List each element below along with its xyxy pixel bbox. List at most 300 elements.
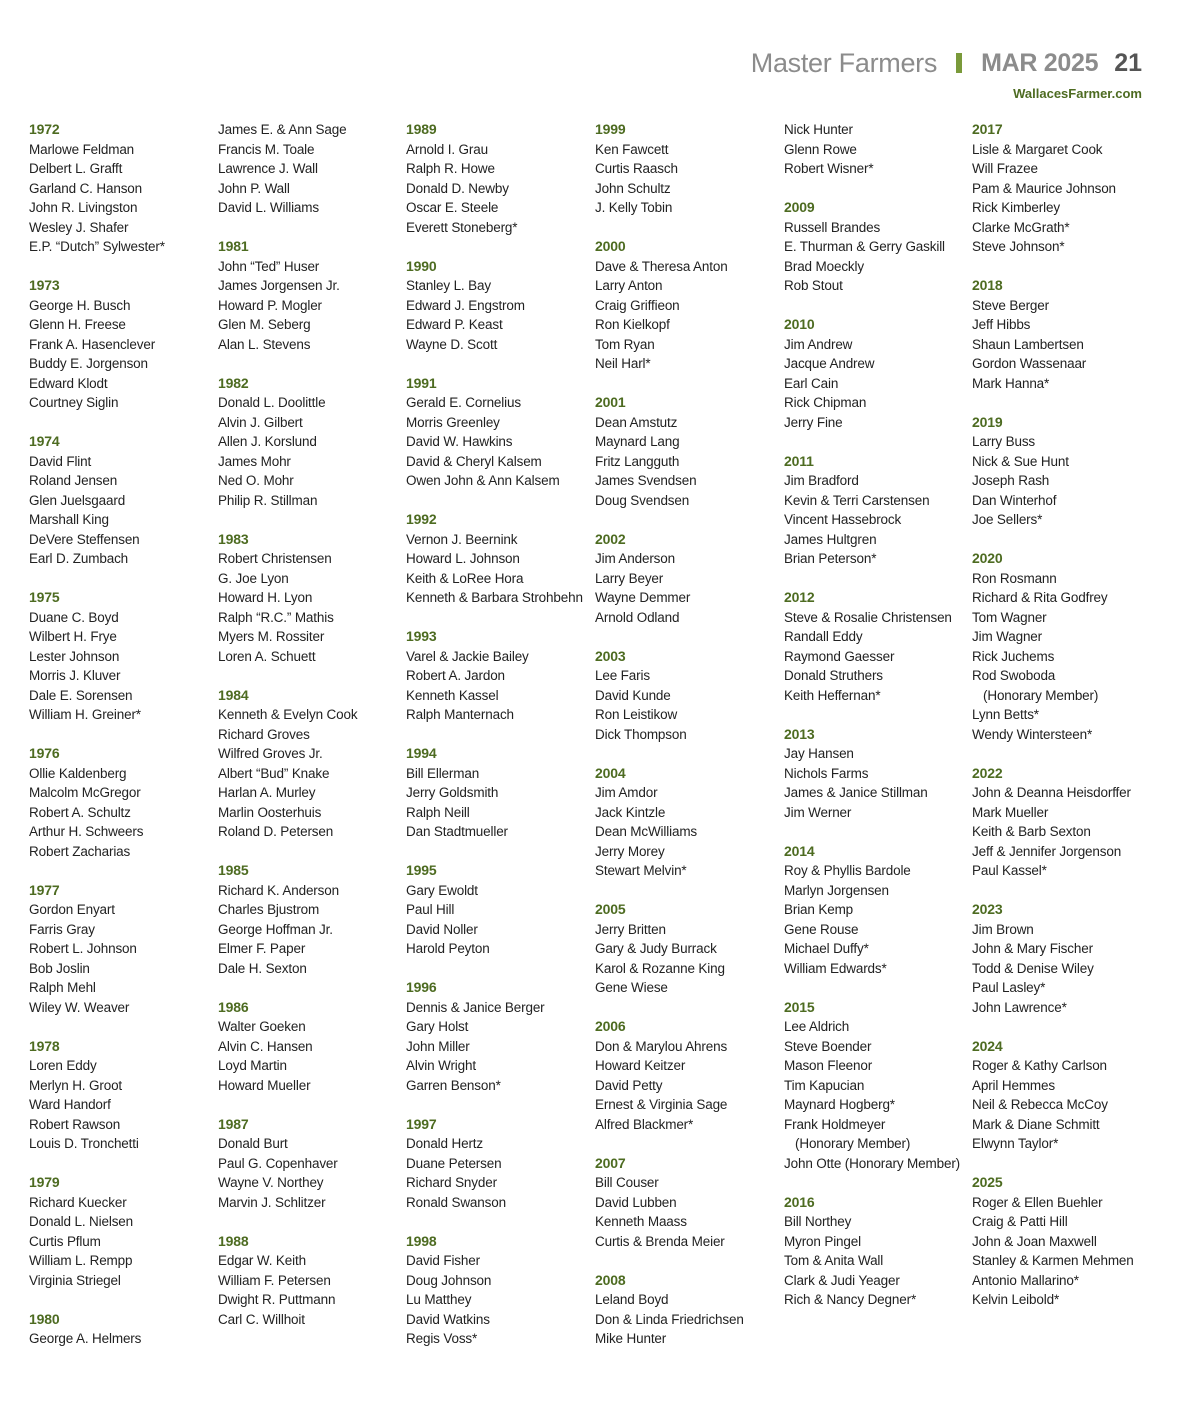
honoree-name: Nick & Sue Hunt <box>972 453 1069 469</box>
year-heading: 1981 <box>218 238 249 254</box>
section-spacer <box>29 725 214 745</box>
honoree-name: Buddy E. Jorgenson <box>29 356 148 371</box>
year-heading: 1974 <box>29 433 60 449</box>
honoree-name: Howard L. Johnson <box>406 551 520 566</box>
honoree-name: Earl D. Zumbach <box>29 551 129 566</box>
honoree-name: Paul Kassel* <box>972 863 1047 878</box>
column-1 <box>29 120 214 1349</box>
honoree-name: Wendy Wintersteen* <box>972 726 1093 742</box>
honoree-name: Edward P. Keast <box>406 317 503 332</box>
honoree-name: Everett Stoneberg* <box>406 219 518 235</box>
honoree-name: Lynn Betts* <box>972 707 1039 722</box>
honoree-name: Dale H. Sexton <box>218 960 307 976</box>
year-heading: 1980 <box>29 1310 60 1327</box>
honoree-name: Rick Juchems <box>972 648 1055 664</box>
page-header <box>751 44 1142 101</box>
honoree-name: Maynard Hogberg* <box>784 1097 895 1112</box>
honoree-name: Dick Thompson <box>595 726 687 742</box>
honoree-name: John Miller <box>406 1038 470 1054</box>
honoree-name: Courtney Siglin <box>29 395 119 410</box>
honoree-name: Jim Anderson <box>595 551 675 566</box>
honoree-name: Harold Peyton <box>406 941 490 956</box>
honoree-name: Gary Holst <box>406 1019 469 1034</box>
honoree-name: David W. Hawkins <box>406 434 513 449</box>
honoree-name: Dave & Theresa Anton <box>595 258 728 274</box>
honoree-name: Frank A. Hasenclever <box>29 336 156 352</box>
honoree-name: John Otte (Honorary Member) <box>784 1155 961 1171</box>
honoree-name: Kelvin Leibold* <box>972 1292 1060 1307</box>
section-spacer <box>595 744 780 764</box>
honoree-name: Nichols Farms <box>784 765 869 781</box>
honoree-name: Allen J. Korslund <box>218 434 317 449</box>
year-heading: 2009 <box>784 199 815 215</box>
honoree-name: Brian Peterson* <box>784 551 877 566</box>
honoree-name: Morris Greenley <box>406 414 500 430</box>
honoree-name: George H. Busch <box>29 297 131 313</box>
honoree-name: Robert A. Jardon <box>406 668 505 683</box>
honoree-name: Robert Zacharias <box>29 843 131 859</box>
master-farmers-list <box>29 120 1179 1380</box>
honoree-name: Larry Buss <box>972 434 1036 449</box>
honoree-name: Lee Aldrich <box>784 1019 850 1034</box>
honoree-name: Loyd Martin <box>218 1058 287 1073</box>
honoree-name: Paul G. Copenhaver <box>218 1155 338 1171</box>
year-heading: 2002 <box>595 530 626 547</box>
honoree-name: Joseph Rash <box>972 473 1050 488</box>
honoree-name: Robert Christensen <box>218 551 332 566</box>
honoree-name: Howard P. Mogler <box>218 297 322 313</box>
honoree-name: Larry Beyer <box>595 570 664 586</box>
honoree-name: Marlin Oosterhuis <box>218 804 322 820</box>
honoree-name: Jim Amdor <box>595 785 658 800</box>
honoree-name: Regis Voss* <box>406 1331 478 1346</box>
honoree-name: Virginia Striegel <box>29 1272 121 1288</box>
honoree-name: Robert L. Johnson <box>29 941 137 956</box>
honoree-name: Ralph Mehl <box>29 980 96 995</box>
honoree-name: Jerry Goldsmith <box>406 785 499 800</box>
honoree-name: Todd & Denise Wiley <box>972 960 1094 976</box>
year-heading: 2001 <box>595 394 626 410</box>
honoree-name: Duane Petersen <box>406 1155 502 1171</box>
year-heading: 1978 <box>29 1037 60 1054</box>
year-heading: 2022 <box>972 764 1003 781</box>
honoree-name: Howard Keitzer <box>595 1058 686 1073</box>
year-heading: 1972 <box>29 121 60 137</box>
honoree-name: James Hultgren <box>784 531 877 547</box>
honoree-name: E.P. “Dutch” Sylwester* <box>29 239 165 254</box>
honoree-name: Wayne D. Scott <box>406 336 498 352</box>
section-spacer <box>595 1251 780 1271</box>
honoree-name: David Kunde <box>595 687 671 703</box>
section-spacer <box>784 705 969 725</box>
section-spacer <box>29 257 214 277</box>
honoree-name: Malcolm McGregor <box>29 785 141 800</box>
honoree-name: Roger & Ellen Buehler <box>972 1194 1103 1210</box>
honoree-name: Alvin Wright <box>406 1058 476 1073</box>
honoree-name: Glenn H. Freese <box>29 317 126 332</box>
honoree-name: Antonio Mallarino* <box>972 1272 1079 1288</box>
year-heading: 2018 <box>972 277 1003 293</box>
honoree-name: Wayne Demmer <box>595 590 691 605</box>
honoree-name: Ralph Neill <box>406 804 470 820</box>
honoree-name: Philip R. Stillman <box>218 492 318 508</box>
honoree-name: Don & Linda Friedrichsen <box>595 1311 744 1327</box>
honoree-name: Jim Bradford <box>784 473 859 488</box>
honoree-name: Shaun Lambertsen <box>972 336 1084 352</box>
honoree-name: Ron Leistikow <box>595 707 678 722</box>
honoree-name: Ward Handorf <box>29 1097 111 1112</box>
honoree-name: Owen John & Ann Kalsem <box>406 473 560 488</box>
honoree-name: Karol & Rozanne King <box>595 960 725 976</box>
honoree-name: Ollie Kaldenberg <box>29 765 127 781</box>
year-heading: 2011 <box>784 452 814 469</box>
honoree-name: Dwight R. Puttmann <box>218 1292 336 1307</box>
honoree-name: Marshall King <box>29 512 109 527</box>
honoree-name: Lester Johnson <box>29 648 120 664</box>
year-heading: 1998 <box>406 1232 437 1249</box>
honoree-name: Garren Benson* <box>406 1077 501 1093</box>
honoree-name: Jerry Britten <box>595 921 666 937</box>
honoree-name: Michael Duffy* <box>784 941 869 956</box>
honoree-name: Jeff & Jennifer Jorgenson <box>972 843 1122 859</box>
section-spacer <box>29 1290 214 1310</box>
honoree-name: Lawrence J. Wall <box>218 161 318 176</box>
honoree-name: Gordon Wassenaar <box>972 356 1087 371</box>
year-heading: 2007 <box>595 1154 626 1171</box>
honoree-name: James Svendsen <box>595 473 697 488</box>
honoree-name: Jim Werner <box>784 804 852 820</box>
honoree-name: Craig & Patti Hill <box>972 1214 1068 1229</box>
section-spacer <box>972 257 1157 277</box>
honoree-name: Harlan A. Murley <box>218 785 316 800</box>
honoree-name: Charles Bjustrom <box>218 902 320 917</box>
section-spacer <box>784 1173 969 1193</box>
honoree-name: Elwynn Taylor* <box>972 1136 1059 1151</box>
section-spacer <box>972 1154 1157 1174</box>
honoree-name: Leland Boyd <box>595 1292 669 1307</box>
honoree-name: Kenneth Maass <box>595 1214 687 1229</box>
year-heading: 2017 <box>972 121 1003 137</box>
honoree-name: Wayne V. Northey <box>218 1175 324 1190</box>
year-heading: 2016 <box>784 1193 815 1210</box>
honoree-name: Marlowe Feldman <box>29 141 135 157</box>
honoree-name: David Petty <box>595 1077 663 1093</box>
honoree-name: Ron Rosmann <box>972 570 1057 586</box>
honoree-name: Lee Faris <box>595 668 650 683</box>
honoree-name: Vernon J. Beernink <box>406 531 518 547</box>
honoree-name: Ralph “R.C.” Mathis <box>218 609 334 625</box>
honoree-name: Roland Jensen <box>29 473 118 488</box>
honoree-name: John Lawrence* <box>972 999 1067 1015</box>
honoree-name: Garland C. Hanson <box>29 180 143 196</box>
year-heading: 1994 <box>406 745 437 761</box>
section-spacer <box>218 978 403 998</box>
honoree-name: Walter Goeken <box>218 1019 306 1034</box>
honoree-name: Clarke McGrath* <box>972 219 1070 235</box>
honoree-name: James Mohr <box>218 453 291 469</box>
honoree-name: DeVere Steffensen <box>29 531 140 547</box>
year-heading: 1999 <box>595 121 626 137</box>
honoree-name: John P. Wall <box>218 180 290 196</box>
honoree-name: Ralph Manternach <box>406 707 514 722</box>
section-spacer <box>595 998 780 1018</box>
honoree-name: Richard K. Anderson <box>218 882 339 898</box>
year-heading: 1995 <box>406 862 437 878</box>
honoree-name: Kenneth & Evelyn Cook <box>218 707 358 722</box>
section-spacer <box>218 1095 403 1115</box>
section-spacer <box>218 666 403 686</box>
honoree-name: Gordon Enyart <box>29 902 115 917</box>
honoree-name: Jeff Hibbs <box>972 317 1031 332</box>
honoree-name: Bob Joslin <box>29 960 90 976</box>
honoree-name: Glen M. Seberg <box>218 317 311 332</box>
honoree-name: Brian Kemp <box>784 902 854 917</box>
honoree-name: Gerald E. Cornelius <box>406 395 521 410</box>
honoree-name: Vincent Hassebrock <box>784 512 902 527</box>
honoree-name: Nick Hunter <box>784 122 853 137</box>
section-spacer <box>784 296 969 316</box>
honoree-name: Neil Harl* <box>595 356 651 371</box>
honoree-name: Richard Groves <box>218 726 310 742</box>
year-heading: 1996 <box>406 979 437 995</box>
section-spacer <box>972 530 1157 550</box>
year-heading: 1997 <box>406 1115 437 1132</box>
honoree-name: George A. Helmers <box>29 1331 142 1346</box>
honoree-name: Raymond Gaesser <box>784 648 895 664</box>
honoree-name: Wiley W. Weaver <box>29 999 130 1015</box>
honoree-name: Rick Kimberley <box>972 200 1060 215</box>
column-4 <box>595 120 780 1349</box>
honoree-name: Loren A. Schuett <box>218 648 316 664</box>
section-spacer <box>29 861 214 881</box>
honoree-name: Keith & LoRee Hora <box>406 570 524 586</box>
honoree-name: Kevin & Terri Carstensen <box>784 492 930 508</box>
honoree-name: Ralph R. Howe <box>406 161 495 176</box>
honoree-name: Gene Wiese <box>595 980 668 995</box>
honoree-name: Don & Marylou Ahrens <box>595 1038 728 1054</box>
honoree-name: Roy & Phyllis Bardole <box>784 863 911 878</box>
honoree-name: William Edwards* <box>784 960 887 976</box>
honoree-name: Donald D. Newby <box>406 180 509 196</box>
year-heading: 2008 <box>595 1271 626 1288</box>
honoree-name: Richard & Rita Godfrey <box>972 590 1108 605</box>
year-heading: 2012 <box>784 589 815 605</box>
year-heading: 1975 <box>29 589 60 605</box>
honoree-name: Jay Hansen <box>784 746 854 761</box>
honoree-name: Ernest & Virginia Sage <box>595 1097 728 1112</box>
honoree-name: Duane C. Boyd <box>29 609 119 625</box>
honoree-name: Gary & Judy Burrack <box>595 941 717 956</box>
honoree-name: Varel & Jackie Bailey <box>406 648 529 664</box>
honoree-name: Glenn Rowe <box>784 141 857 157</box>
section-title: Master Farmers <box>750 47 938 78</box>
honoree-name: David Watkins <box>406 1311 490 1327</box>
honoree-name: Howard H. Lyon <box>218 590 313 605</box>
honoree-name: Tom Ryan <box>595 336 655 352</box>
page-number: 21 <box>1114 48 1142 77</box>
honoree-name: Jacque Andrew <box>784 356 875 371</box>
year-heading: 2000 <box>595 238 626 254</box>
issue-date: MAR 2025 <box>981 48 1099 77</box>
honoree-name: James & Janice Stillman <box>784 785 928 800</box>
honoree-name: Dan Stadtmueller <box>406 824 508 839</box>
honoree-name: David Flint <box>29 453 92 469</box>
header-line <box>751 44 1142 82</box>
honoree-name: Donald Burt <box>218 1136 288 1151</box>
honoree-name: Glen Juelsgaard <box>29 492 126 508</box>
honoree-name: Kenneth & Barbara Strohbehn <box>406 590 583 605</box>
year-heading: 2006 <box>595 1018 626 1034</box>
honoree-name: Rick Chipman <box>784 395 867 410</box>
honoree-name: E. Thurman & Gerry Gaskill <box>784 239 945 254</box>
honoree-name: Merlyn H. Groot <box>29 1077 123 1093</box>
honoree-name: Steve Berger <box>972 297 1049 313</box>
honoree-name: Tom Wagner <box>972 609 1047 625</box>
year-heading: 1986 <box>218 998 249 1015</box>
honoree-name: Russell Brandes <box>784 219 881 235</box>
honoree-name: Steve Johnson* <box>972 239 1065 254</box>
year-heading: 1979 <box>29 1174 60 1190</box>
year-heading: 1990 <box>406 257 437 274</box>
honoree-name: Larry Anton <box>595 278 663 293</box>
honoree-name: Jack Kintzle <box>595 804 666 820</box>
year-heading: 1992 <box>406 511 437 527</box>
section-spacer <box>784 822 969 842</box>
honoree-name: William H. Greiner* <box>29 707 141 722</box>
honoree-name: David Fisher <box>406 1253 480 1268</box>
year-heading: 2020 <box>972 550 1003 566</box>
honoree-name: April Hemmes <box>972 1077 1055 1093</box>
honoree-name: Steve Boender <box>784 1038 872 1054</box>
honoree-name: Ned O. Mohr <box>218 473 294 488</box>
honoree-name: Stewart Melvin* <box>595 863 687 878</box>
honoree-name: Stanley L. Bay <box>406 278 491 293</box>
honoree-name: Elmer F. Paper <box>218 941 306 956</box>
honoree-name: Arnold Odland <box>595 609 680 625</box>
honoree-name: Curtis & Brenda Meier <box>595 1233 725 1249</box>
honoree-name: Wesley J. Shafer <box>29 219 129 235</box>
honoree-name: Donald Struthers <box>784 668 883 683</box>
honoree-name: Earl Cain <box>784 375 839 391</box>
honoree-name: Dale E. Sorensen <box>29 687 133 703</box>
honoree-name: Edgar W. Keith <box>218 1253 306 1268</box>
honoree-name: Donald Hertz <box>406 1136 483 1151</box>
honoree-name: Stanley & Karmen Mehmen <box>972 1253 1134 1268</box>
honoree-name: Gene Rouse <box>784 921 859 937</box>
honoree-name: Edward J. Engstrom <box>406 297 525 313</box>
honoree-name: Donald L. Doolittle <box>218 395 326 410</box>
honoree-name: Jerry Fine <box>784 414 843 430</box>
honoree-name: Lisle & Margaret Cook <box>972 141 1103 157</box>
honoree-name: Pam & Maurice Johnson <box>972 180 1116 196</box>
honoree-name: John Schultz <box>595 180 671 196</box>
year-heading: 2004 <box>595 764 626 781</box>
honoree-name: Richard Snyder <box>406 1175 497 1190</box>
honoree-name: Doug Svendsen <box>595 492 690 508</box>
year-heading: 2023 <box>972 901 1003 917</box>
honoree-name: Dean McWilliams <box>595 824 698 839</box>
honoree-name: Clark & Judi Yeager <box>784 1272 900 1288</box>
honoree-name: Kenneth Kassel <box>406 687 499 703</box>
honoree-name: James Jorgensen Jr. <box>218 278 340 293</box>
honoree-name: Jim Andrew <box>784 336 853 352</box>
honoree-name: Maynard Lang <box>595 434 680 449</box>
section-spacer <box>29 1017 214 1037</box>
section-spacer <box>595 1134 780 1154</box>
honoree-name: Robert A. Schultz <box>29 804 131 820</box>
year-heading: 2013 <box>784 725 815 742</box>
year-heading: 2025 <box>972 1174 1003 1190</box>
section-spacer <box>595 510 780 530</box>
honoree-name: Alvin C. Hansen <box>218 1038 313 1054</box>
honoree-name: David Lubben <box>595 1194 677 1210</box>
year-heading: 2014 <box>784 842 815 859</box>
honoree-name: Donald L. Nielsen <box>29 1214 134 1229</box>
honoree-name: John R. Livingston <box>29 200 138 215</box>
honoree-name: Myers M. Rossiter <box>218 629 325 644</box>
honoree-name: Dennis & Janice Berger <box>406 999 545 1015</box>
honoree-name: Farris Gray <box>29 921 95 937</box>
honoree-name: Frank Holdmeyer <box>784 1116 886 1132</box>
honoree-name: Marvin J. Schlitzer <box>218 1194 326 1210</box>
honoree-name: Bill Ellerman <box>406 765 480 781</box>
honoree-name: John “Ted” Huser <box>218 258 320 274</box>
year-heading: 1984 <box>218 686 249 703</box>
honoree-name: Alfred Blackmer* <box>595 1116 694 1132</box>
honoree-name: Neil & Rebecca McCoy <box>972 1097 1108 1112</box>
honoree-name: Will Frazee <box>972 161 1038 176</box>
honoree-name: Francis M. Toale <box>218 141 315 157</box>
section-spacer <box>218 842 403 862</box>
honoree-name: Brad Moeckly <box>784 258 864 274</box>
honoree-name: Curtis Raasch <box>595 161 678 176</box>
year-heading: 1989 <box>406 121 437 137</box>
section-spacer <box>406 237 591 257</box>
section-spacer <box>595 374 780 394</box>
honoree-name: Mark & Diane Schmitt <box>972 1116 1100 1132</box>
section-spacer <box>595 627 780 647</box>
honoree-name: Joe Sellers* <box>972 512 1043 527</box>
year-heading: 1973 <box>29 277 60 293</box>
honoree-name: William L. Rempp <box>29 1253 133 1268</box>
honoree-name: Mike Hunter <box>595 1331 667 1346</box>
honoree-name: J. Kelly Tobin <box>595 200 673 215</box>
section-spacer <box>784 569 969 589</box>
honoree-name: John & Joan Maxwell <box>972 1233 1097 1249</box>
honoree-name: Edward Klodt <box>29 375 108 391</box>
honoree-name: Myron Pingel <box>784 1233 861 1249</box>
honoree-name: David L. Williams <box>218 200 319 215</box>
honoree-name: Arnold I. Grau <box>406 141 488 157</box>
honoree-name: Alan L. Stevens <box>218 336 311 352</box>
honoree-name: Tom & Anita Wall <box>784 1253 884 1268</box>
honoree-note: (Honorary Member) <box>795 1136 911 1151</box>
honoree-name: Rich & Nancy Degner* <box>784 1292 917 1307</box>
honoree-name: Roland D. Petersen <box>218 824 334 839</box>
section-spacer <box>218 218 403 238</box>
column-2 <box>218 120 403 1329</box>
section-spacer <box>972 881 1157 901</box>
section-spacer <box>784 179 969 199</box>
honoree-name: Robert Wisner* <box>784 161 874 176</box>
honoree-name: Ronald Swanson <box>406 1194 506 1210</box>
honoree-name: Rod Swoboda <box>972 668 1056 683</box>
section-spacer <box>406 491 591 511</box>
year-heading: 1987 <box>218 1115 249 1132</box>
honoree-name: Louis D. Tronchetti <box>29 1136 139 1151</box>
year-heading: 1988 <box>218 1232 249 1249</box>
year-heading: 2010 <box>784 316 815 332</box>
